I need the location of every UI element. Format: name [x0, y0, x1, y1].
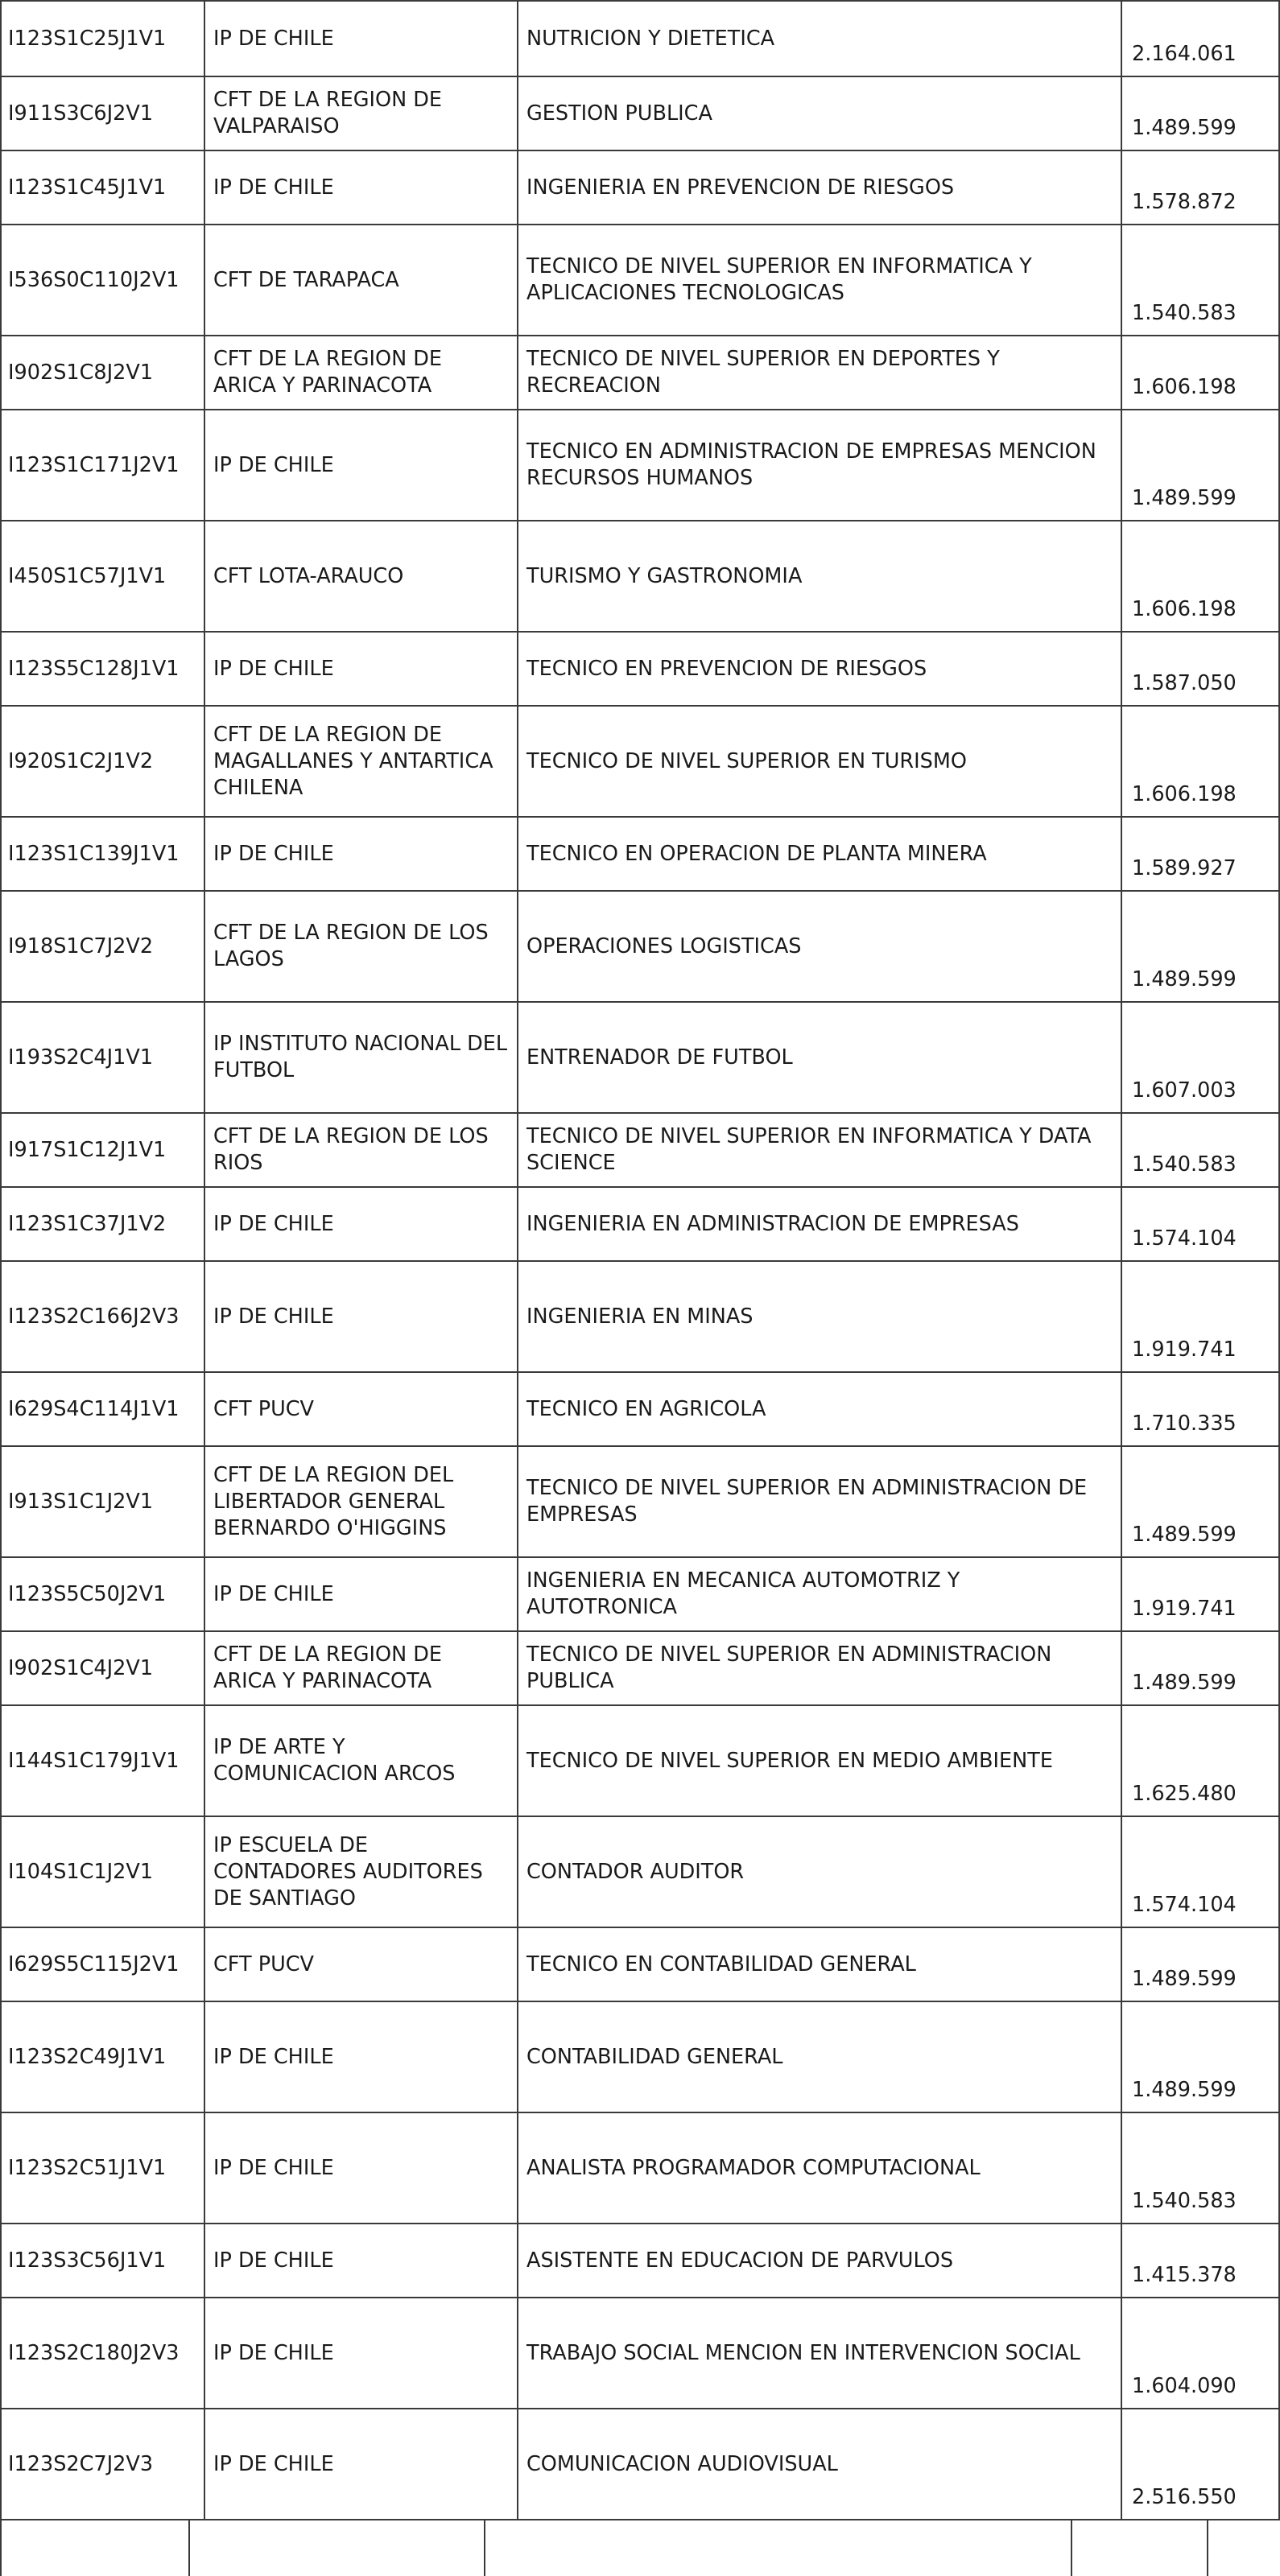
table-continuation-line	[1071, 2519, 1072, 2576]
table-row	[1, 1113, 1279, 1187]
program-code-cell: I123S5C50J2V1	[1, 1557, 204, 1631]
amount-cell: 1.540.583	[1121, 2112, 1279, 2224]
program-code-cell: I629S5C115J2V1	[1, 1927, 204, 2001]
program-name-cell: OPERACIONES LOGISTICAS	[518, 891, 1121, 1002]
table-row	[1, 521, 1279, 632]
program-code-cell: I123S2C166J2V3	[1, 1261, 204, 1372]
program-name-cell: ANALISTA PROGRAMADOR COMPUTACIONAL	[518, 2112, 1121, 2224]
program-name-cell: TECNICO EN AGRICOLA	[518, 1372, 1121, 1446]
table-row	[1, 150, 1279, 225]
program-name-cell: CONTABILIDAD GENERAL	[518, 2001, 1121, 2112]
amount-cell: 1.589.927	[1121, 817, 1279, 891]
program-code-cell: I123S1C171J2V1	[1, 410, 204, 521]
table-row	[1, 706, 1279, 817]
program-name-cell: ENTRENADOR DE FUTBOL	[518, 1002, 1121, 1113]
program-code-cell: I920S1C2J1V2	[1, 706, 204, 817]
program-name-cell: INGENIERIA EN MINAS	[518, 1261, 1121, 1372]
table-continuation-line	[484, 2519, 485, 2576]
institution-cell: CFT DE LA REGION DE ARICA Y PARINACOTA	[204, 336, 518, 410]
amount-cell: 1.607.003	[1121, 1002, 1279, 1113]
institution-cell: IP DE CHILE	[204, 2112, 518, 2224]
table-row	[1, 1557, 1279, 1631]
program-code-cell: I123S2C7J2V3	[1, 2409, 204, 2520]
institution-cell: CFT PUCV	[204, 1927, 518, 2001]
amount-cell: 1.710.335	[1121, 1372, 1279, 1446]
program-code-cell: I123S2C180J2V3	[1, 2298, 204, 2409]
program-code-cell: I911S3C6J2V1	[1, 76, 204, 150]
institution-cell: CFT DE LA REGION DE MAGALLANES Y ANTARTICA CHILENA	[204, 706, 518, 817]
program-code-cell: I123S1C37J1V2	[1, 1187, 204, 1261]
table-row	[1, 410, 1279, 521]
program-code-cell: I123S1C45J1V1	[1, 150, 204, 225]
program-name-cell: GESTION PUBLICA	[518, 76, 1121, 150]
amount-cell: 1.489.599	[1121, 1446, 1279, 1557]
amount-cell: 1.578.872	[1121, 150, 1279, 225]
institution-cell: IP DE CHILE	[204, 1187, 518, 1261]
program-name-cell: INGENIERIA EN PREVENCION DE RIESGOS	[518, 150, 1121, 225]
table-continuation-line	[188, 2519, 190, 2576]
institution-cell: IP DE CHILE	[204, 2298, 518, 2409]
institution-cell: CFT DE TARAPACA	[204, 225, 518, 336]
amount-cell: 1.540.583	[1121, 1113, 1279, 1187]
amount-cell: 1.606.198	[1121, 706, 1279, 817]
table-row	[1, 1631, 1279, 1705]
program-code-cell: I629S4C114J1V1	[1, 1372, 204, 1446]
table-row	[1, 1705, 1279, 1816]
institution-cell: IP DE CHILE	[204, 2224, 518, 2298]
table-row	[1, 1927, 1279, 2001]
amount-cell: 2.164.061	[1121, 1, 1279, 76]
amount-cell: 1.919.741	[1121, 1261, 1279, 1372]
amount-cell: 1.489.599	[1121, 410, 1279, 521]
program-code-cell: I918S1C7J2V2	[1, 891, 204, 1002]
table-row	[1, 225, 1279, 336]
program-name-cell: TECNICO DE NIVEL SUPERIOR EN TURISMO	[518, 706, 1121, 817]
amount-cell: 1.489.599	[1121, 1927, 1279, 2001]
program-code-cell: I104S1C1J2V1	[1, 1816, 204, 1927]
program-code-cell: I123S1C25J1V1	[1, 1, 204, 76]
program-code-cell: I913S1C1J2V1	[1, 1446, 204, 1557]
program-code-cell: I536S0C110J2V1	[1, 225, 204, 336]
program-code-cell: I450S1C57J1V1	[1, 521, 204, 632]
institution-cell: IP INSTITUTO NACIONAL DEL FUTBOL	[204, 1002, 518, 1113]
amount-cell: 1.574.104	[1121, 1816, 1279, 1927]
table-row	[1, 2001, 1279, 2112]
program-name-cell: TECNICO DE NIVEL SUPERIOR EN DEPORTES Y RECREACION	[518, 336, 1121, 410]
program-name-cell: TECNICO DE NIVEL SUPERIOR EN ADMINISTRACION DE EMPRESAS	[518, 1446, 1121, 1557]
program-code-cell: I123S3C56J1V1	[1, 2224, 204, 2298]
program-code-cell: I123S5C128J1V1	[1, 632, 204, 706]
program-name-cell: TURISMO Y GASTRONOMIA	[518, 521, 1121, 632]
table-row	[1, 1187, 1279, 1261]
table-continuation-line	[1207, 2519, 1208, 2576]
institution-cell: IP DE CHILE	[204, 150, 518, 225]
amount-cell: 1.489.599	[1121, 2001, 1279, 2112]
program-code-cell: I193S2C4J1V1	[1, 1002, 204, 1113]
table-row	[1, 1446, 1279, 1557]
amount-cell: 1.606.198	[1121, 521, 1279, 632]
program-code-cell: I123S2C49J1V1	[1, 2001, 204, 2112]
program-name-cell: TECNICO DE NIVEL SUPERIOR EN ADMINISTRACION PUBLICA	[518, 1631, 1121, 1705]
amount-cell: 1.415.378	[1121, 2224, 1279, 2298]
amount-cell: 1.604.090	[1121, 2298, 1279, 2409]
amount-cell: 1.489.599	[1121, 76, 1279, 150]
program-name-cell: TECNICO DE NIVEL SUPERIOR EN INFORMATICA Y DATA SCIENCE	[518, 1113, 1121, 1187]
program-name-cell: TECNICO DE NIVEL SUPERIOR EN MEDIO AMBIENTE	[518, 1705, 1121, 1816]
institution-cell: IP DE CHILE	[204, 1261, 518, 1372]
institution-cell: CFT DE LA REGION DE LOS RIOS	[204, 1113, 518, 1187]
amount-cell: 1.489.599	[1121, 891, 1279, 1002]
table-row	[1, 1261, 1279, 1372]
table-continuation-line	[0, 2519, 2, 2576]
table-row	[1, 76, 1279, 150]
amount-cell: 1.574.104	[1121, 1187, 1279, 1261]
institution-cell: IP DE CHILE	[204, 632, 518, 706]
table-row	[1, 336, 1279, 410]
institution-cell: IP DE ARTE Y COMUNICACION ARCOS	[204, 1705, 518, 1816]
program-name-cell: COMUNICACION AUDIOVISUAL	[518, 2409, 1121, 2520]
amount-cell: 1.919.741	[1121, 1557, 1279, 1631]
institution-cell: IP ESCUELA DE CONTADORES AUDITORES DE SANTIAGO	[204, 1816, 518, 1927]
program-name-cell: INGENIERIA EN MECANICA AUTOMOTRIZ Y AUTOTRONICA	[518, 1557, 1121, 1631]
program-name-cell: TECNICO EN OPERACION DE PLANTA MINERA	[518, 817, 1121, 891]
table-row	[1, 1372, 1279, 1446]
institution-cell: CFT DE LA REGION DEL LIBERTADOR GENERAL BERNARDO O'HIGGINS	[204, 1446, 518, 1557]
table-row	[1, 2298, 1279, 2409]
program-code-cell: I123S1C139J1V1	[1, 817, 204, 891]
institution-cell: IP DE CHILE	[204, 1557, 518, 1631]
institution-cell: IP DE CHILE	[204, 2409, 518, 2520]
table-row	[1, 2112, 1279, 2224]
table-row	[1, 632, 1279, 706]
program-name-cell: ASISTENTE EN EDUCACION DE PARVULOS	[518, 2224, 1121, 2298]
program-code-cell: I902S1C8J2V1	[1, 336, 204, 410]
institution-cell: CFT DE LA REGION DE VALPARAISO	[204, 76, 518, 150]
institution-cell: IP DE CHILE	[204, 2001, 518, 2112]
institution-cell: CFT DE LA REGION DE LOS LAGOS	[204, 891, 518, 1002]
table-row	[1, 1816, 1279, 1927]
amount-cell: 1.606.198	[1121, 336, 1279, 410]
institution-cell: CFT PUCV	[204, 1372, 518, 1446]
table-row	[1, 2409, 1279, 2520]
table-row	[1, 817, 1279, 891]
program-code-cell: I902S1C4J2V1	[1, 1631, 204, 1705]
amount-cell: 1.587.050	[1121, 632, 1279, 706]
institution-cell: IP DE CHILE	[204, 817, 518, 891]
table-row	[1, 1002, 1279, 1113]
program-code-cell: I917S1C12J1V1	[1, 1113, 204, 1187]
program-name-cell: TECNICO EN ADMINISTRACION DE EMPRESAS MENCION RECURSOS HUMANOS	[518, 410, 1121, 521]
program-code-cell: I123S2C51J1V1	[1, 2112, 204, 2224]
amount-cell: 1.489.599	[1121, 1631, 1279, 1705]
table-row	[1, 1, 1279, 76]
institution-cell: CFT LOTA-ARAUCO	[204, 521, 518, 632]
institution-cell: IP DE CHILE	[204, 410, 518, 521]
program-name-cell: NUTRICION Y DIETETICA	[518, 1, 1121, 76]
table-row	[1, 2224, 1279, 2298]
program-name-cell: TECNICO DE NIVEL SUPERIOR EN INFORMATICA Y APLICACIONES TECNOLOGICAS	[518, 225, 1121, 336]
amount-cell: 1.540.583	[1121, 225, 1279, 336]
amount-cell: 1.625.480	[1121, 1705, 1279, 1816]
institution-cell: CFT DE LA REGION DE ARICA Y PARINACOTA	[204, 1631, 518, 1705]
table-row	[1, 891, 1279, 1002]
program-code-cell: I144S1C179J1V1	[1, 1705, 204, 1816]
program-name-cell: INGENIERIA EN ADMINISTRACION DE EMPRESAS	[518, 1187, 1121, 1261]
amount-cell: 2.516.550	[1121, 2409, 1279, 2520]
table-body	[1, 1, 1279, 2520]
program-name-cell: TRABAJO SOCIAL MENCION EN INTERVENCION SOCIAL	[518, 2298, 1121, 2409]
institution-cell: IP DE CHILE	[204, 1, 518, 76]
program-name-cell: TECNICO EN CONTABILIDAD GENERAL	[518, 1927, 1121, 2001]
program-name-cell: TECNICO EN PREVENCION DE RIESGOS	[518, 632, 1121, 706]
program-name-cell: CONTADOR AUDITOR	[518, 1816, 1121, 1927]
